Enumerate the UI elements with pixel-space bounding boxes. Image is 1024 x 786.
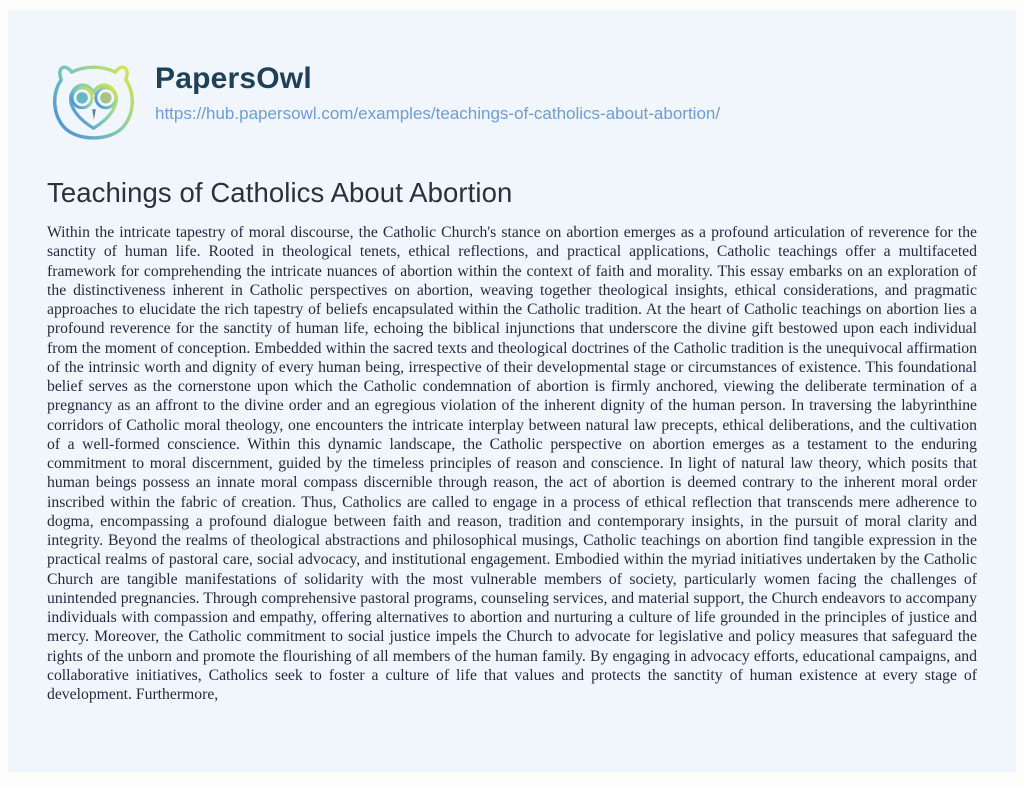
- header: [8, 10, 1016, 151]
- papersowl-owl-logo-icon: [45, 56, 142, 151]
- brand-block: [155, 56, 720, 124]
- article: [8, 177, 1016, 704]
- source-url-link[interactable]: https://hub.papersowl.com/examples/teachings-of-catholics-about-abortion/: [155, 104, 721, 123]
- document-card: [8, 10, 1016, 772]
- essay-body-text: Within the intricate tapestry of moral discourse, the Catholic Church's stance on abortion emerges as a profound articulation of reverence for the sanctity of human life. Rooted in theological tenets, ethical reflections, and practical applications, Catholic teachings offer a multifaceted framework for comprehending the intricate nuances of abortion within the context of faith and morality. This essay embarks on an exploration of the distinctiveness inherent in Catholic perspectives on abortion, weaving together theological insights, ethical considerations, and pragmatic approaches to elucidate the rich tapestry of beliefs encapsulated within the Catholic tradition. At the heart of Catholic teachings on abortion lies a profound reverence for the sanctity of human life, echoing the biblical injunctions that underscore the divine gift bestowed upon each individual from the moment of conception. Embedded within the sacred texts and theological doctrines of the Catholic tradition is the unequivocal affirmation of the intrinsic worth and dignity of every human being, irrespective of their developmental stage or circumstances of existence. This foundational belief serves as the cornerstone upon which the Catholic condemnation of abortion is firmly anchored, viewing the deliberate termination of a pregnancy as an affront to the divine order and an egregious violation of the inherent dignity of the human person. In traversing the labyrinthine corridors of Catholic moral theology, one encounters the intricate interplay between natural law precepts, ethical deliberations, and the cultivation of a well-formed conscience. Within this dynamic landscape, the Catholic perspective on abortion emerges as a testament to the enduring commitment to moral discernment, guided by the timeless principles of reason and conscience. In light of natural law theory, which posits that human beings possess an innate moral compass discernible through reason, the act of abortion is deemed contrary to the inherent moral order inscribed within the fabric of creation. Thus, Catholics are called to engage in a process of ethical reflection that transcends mere adherence to dogma, encompassing a profound dialogue between faith and reason, tradition and contemporary insights, in the pursuit of moral clarity and integrity. Beyond the realms of theological abstractions and philosophical musings, Catholic teachings on abortion find tangible expression in the practical realms of pastoral care, social advocacy, and institutional engagement. Embodied within the myriad initiatives undertaken by the Catholic Church are tangible manifestations of solidarity with the most vulnerable members of society, particularly women facing the challenges of unintended pregnancies. Through comprehensive pastoral programs, counseling services, and material support, the Church endeavors to accompany individuals with compassion and empathy, offering alternatives to abortion and nurturing a culture of life grounded in the principles of justice and mercy. Moreover, the Catholic commitment to social justice impels the Church to advocate for legislative and policy measures that safeguard the rights of the unborn and promote the flourishing of all members of the human family. By engaging in advocacy efforts, educational campaigns, and collaborative initiatives, Catholics seek to foster a culture of life that values and protects the sanctity of human existence at every stage of development. Furthermore,: [47, 224, 977, 703]
- brand-title: PapersOwl: [155, 62, 312, 95]
- page-title: Teachings of Catholics About Abortion: [47, 177, 513, 208]
